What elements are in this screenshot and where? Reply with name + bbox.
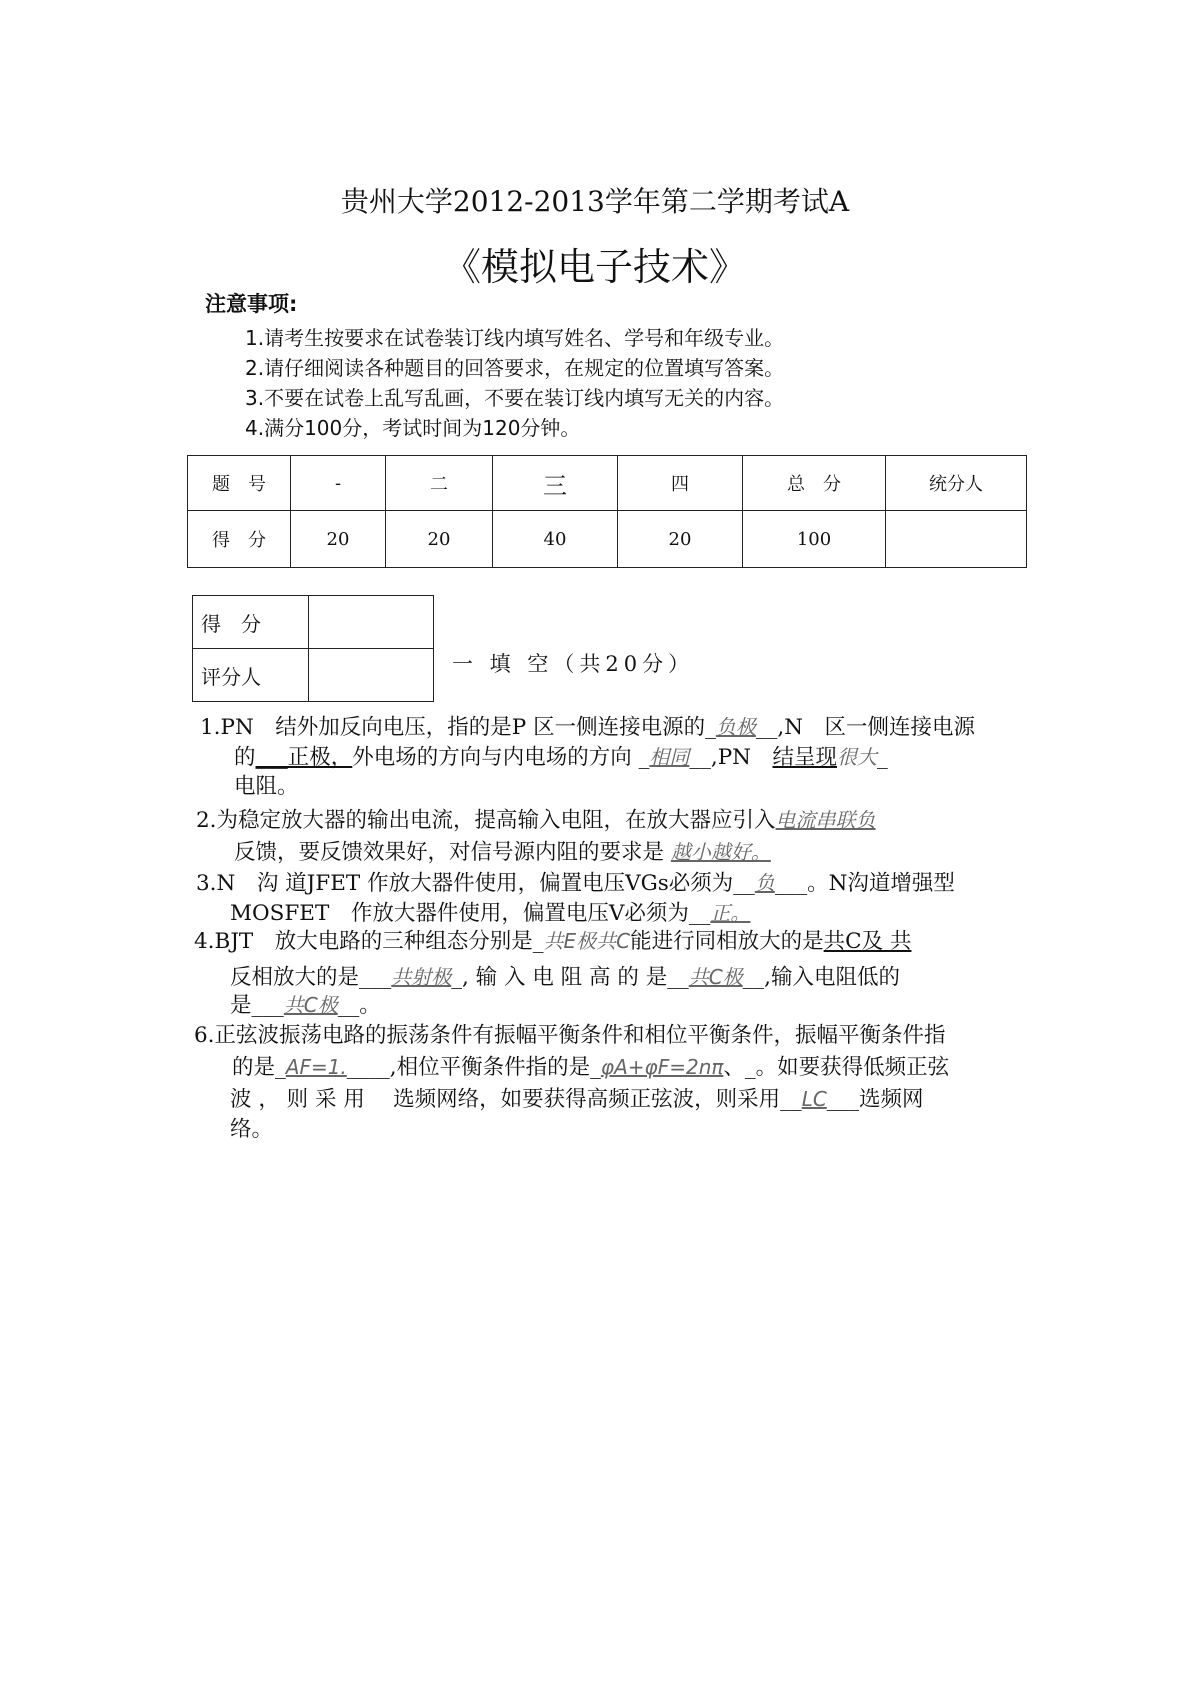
cell: 100	[743, 511, 886, 568]
header-cell: 总 分	[743, 456, 886, 511]
cell: 40	[493, 511, 618, 568]
question-3-line-2: MOSFET 作放大器件使用，偏置电压V必须为__正。	[230, 901, 751, 926]
question-6-line-4: 络。	[230, 1117, 274, 1142]
course-title: 《模拟电子技术》	[442, 245, 747, 289]
grader-table	[192, 595, 434, 702]
header-cell: 统分人	[886, 456, 1027, 511]
question-1-line-2: 的___正极，外电场的方向与内电场的方向 _相同__,PN 结呈现很大_	[234, 745, 888, 770]
question-2-line-1: 2.为稳定放大器的输出电流，提高输入电阻，在放大器应引入电流串联负	[196, 808, 876, 833]
cell: 得 分	[188, 511, 291, 568]
cell: 20	[618, 511, 743, 568]
question-3-line-1: 3.N 沟 道JFET 作放大器件使用，偏置电压VGs必须为__负___。N沟道增强型	[196, 871, 955, 896]
note-item: 3.不要在试卷上乱写乱画，不要在装订线内填写无关的内容。	[245, 386, 785, 410]
note-item: 2.请仔细阅读各种题目的回答要求，在规定的位置填写答案。	[245, 356, 785, 380]
header-cell: 二	[386, 456, 493, 511]
score-table	[187, 455, 1027, 568]
note-item: 1.请考生按要求在试卷装订线内填写姓名、学号和年级专业。	[245, 326, 785, 350]
note-item: 4.满分100分，考试时间为120分钟。	[245, 416, 581, 440]
header-cell: 四	[618, 456, 743, 511]
header-cell: 题 号	[188, 456, 291, 511]
grader-cell[interactable]	[309, 649, 434, 702]
question-4-line-1: 4.BJT 放大电路的三种组态分别是_共E极共C能进行同相放大的是共C及 共	[194, 929, 912, 954]
cell: 20	[386, 511, 493, 568]
score-cell[interactable]	[309, 596, 434, 649]
grader-label: 评分人	[193, 649, 309, 702]
question-4-line-3: 是___共C极__。	[230, 993, 381, 1018]
question-6-line-1: 6.正弦波振荡电路的振荡条件有振幅平衡条件和相位平衡条件，振幅平衡条件指	[194, 1023, 946, 1048]
cell: 20	[291, 511, 386, 568]
question-1-line-1: 1.PN 结外加反向电压，指的是P 区一侧连接电源的_负极__,N 区一侧连接电源	[200, 715, 976, 740]
cell	[886, 511, 1027, 568]
score-label: 得 分	[193, 596, 309, 649]
table-row	[188, 456, 1027, 511]
question-6-line-3: 波 ， 则 采 用 选频网络，如要获得高频正弦波，则采用__LC___选频网	[230, 1087, 924, 1112]
question-4-line-2: 反相放大的是___共射极_, 输 入 电 阻 高 的 是__共C极__,输入电阻低的	[230, 965, 901, 990]
exam-title: 贵州大学2012-2013学年第二学期考试A	[340, 185, 850, 218]
section-title: 一 填 空（共20分）	[452, 652, 695, 676]
question-6-line-2: 的是_AF=1.____,相位平衡条件指的是_φA+φF=2nπ、_。如要获得低频正弦	[232, 1055, 950, 1080]
header-cell: 三	[493, 456, 618, 511]
question-1-line-3: 电阻。	[234, 774, 299, 799]
table-row	[188, 511, 1027, 568]
header-cell: -	[291, 456, 386, 511]
question-2-line-2: 反馈，要反馈效果好，对信号源内阻的要求是 越小越好。	[234, 840, 771, 865]
notes-heading: 注意事项:	[205, 292, 298, 316]
